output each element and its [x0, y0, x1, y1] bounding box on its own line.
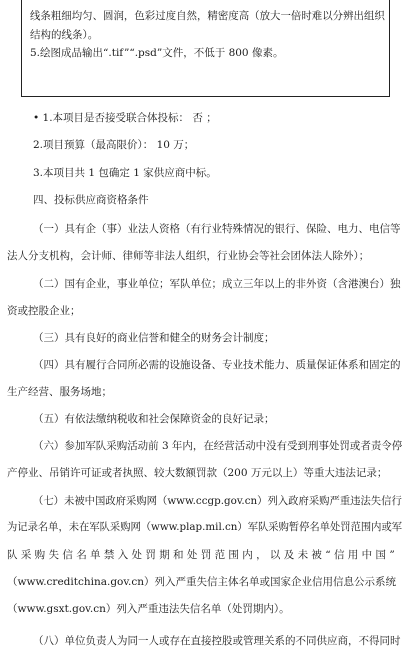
condition-2: （二）国有企业，事业单位；军队单位；成立三年以上的非外资（含港澳台）独 [33, 278, 401, 290]
condition-5: （五）有依法缴纳税收和社会保障资金的良好记录； [33, 413, 275, 425]
award-count-line: 3.本项目共 1 包确定 1 家供应商中标。 [33, 167, 217, 179]
condition-7: （七）未被中国政府采购网（www.ccgp.gov.cn）列入政府采购严重违法失信行 [33, 495, 402, 507]
condition-3: （三）具有良好的商业信誉和健全的财务会计制度； [33, 332, 275, 344]
condition-6: （六）参加军队采购活动前 3 年内，在经营活动中没有受到刑事处罚或者责令停 [33, 440, 403, 452]
condition-6-cont: 产停业、吊销许可证或者执照、较大数额罚款（200 万元以上）等重大违法记录； [7, 467, 388, 479]
condition-7-cont: （www.gsxt.gov.cn）列入严重违法失信名单（处罚期内）。 [7, 603, 290, 615]
requirements-box [21, 0, 390, 97]
condition-4: （四）具有履行合同所必需的设施设备、专业技术能力、质量保证体系和固定的 [33, 359, 401, 371]
condition-4-cont: 生产经营、服务场地； [7, 386, 112, 398]
consortium-line: • 1.本项目是否接受联合体投标： 否 ； [33, 112, 217, 124]
section-heading: 四、投标供应商资格条件 [33, 194, 149, 206]
box-line: 结构的线条）。 [30, 29, 99, 41]
box-line: 5.绘图成品输出“.tif”“.psd”文件，不低于 800 像素。 [30, 47, 284, 59]
condition-2-cont: 资或控股企业； [7, 305, 81, 317]
condition-1: （一）具有企（事）业法人资格（有行业特殊情况的银行、保险、电力、电信等 [33, 223, 401, 235]
budget-line: 2.项目预算（最高限价）： 10 万； [33, 139, 195, 151]
box-line: 线条粗细均匀、圆润，色彩过度自然，精密度高（放大一倍时难以分辨出组织 [30, 10, 385, 22]
condition-7-cont: 队 采 购 失 信 名 单 禁 入 处 罚 期 和 处 罚 范 围 内 ， 以 及 未 被 “ 信 用 中 国 ” [7, 549, 395, 561]
condition-8: （八）单位负责人为同一人或存在直接控股或管理关系的不同供应商，不得同时 [33, 635, 401, 647]
condition-1-cont: 法人分支机构，会计师、律师等非法人组织，行业协会等社会团体法人除外）； [7, 250, 370, 262]
condition-7-cont: （www.creditchina.gov.cn）列入严重失信主体名单或国家企业信用信息公示系统 [7, 576, 397, 588]
condition-7-cont: 为记录名单，未在军队采购网（www.plap.mil.cn）军队采购暂停名单处罚范围内或军 [7, 521, 403, 533]
